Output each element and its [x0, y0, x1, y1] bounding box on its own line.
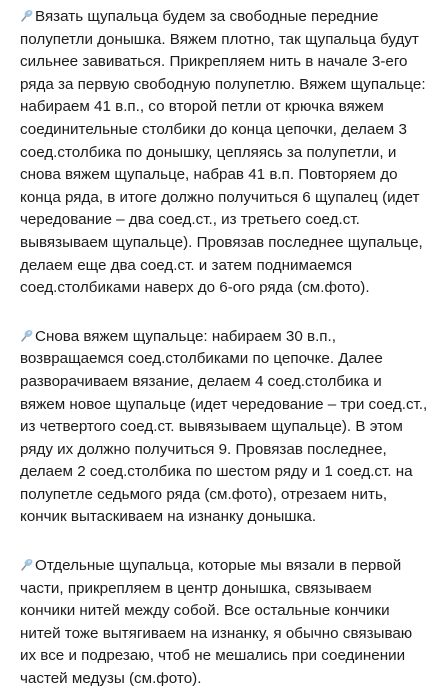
pushpin-icon — [20, 8, 34, 22]
paragraph-2-text: Снова вяжем щупальце: набираем 30 в.п., возвращаемся соед.столбиками по цепочке. Далее разворачиваем вязание, делаем 4 соед.столбика и вяжем новое щупальце (идет чередование – три соед.ст., из четвертого соед.ст. вывязываем щупальце). В этом ряду их должно получиться 9. Провязав последнее, делаем 2 соед.столбика по шестом ряду и 1 соед.ст. на полупетле седьмого ряда (см.фото), отрезаем нить, кончик вытаскиваем на изнанку донышка. — [20, 327, 428, 526]
pushpin-icon — [20, 557, 34, 571]
paragraph-3-text: Отдельные щупальца, которые мы вязали в первой части, прикрепляем в центр донышка, связываем кончики нитей между собой. Все остальные кончики нитей тоже вытягиваем на изнанку, я обычно связываю их все и подрезаю, чтоб не мешались при соединении частей медузы (см.фото). — [20, 557, 413, 688]
paragraph-2 — [20, 326, 428, 529]
paragraph-1 — [20, 6, 428, 300]
pushpin-icon — [20, 328, 34, 342]
paragraph-1-text: Вязать щупальца будем за свободные передние полупетли донышка. Вяжем плотно, так щупальца будут сильнее завиваться. Прикрепляем нить в начале 3-его ряда за первую свободную полупетлю. Вяжем щупальце: набираем 41 в.п., со второй петли от крючка вяжем соединительные столбики до конца цепочки, делаем 3 соед.столбика по донышку, цепляясь за полупетли, и снова вяжем щупальце, набрав 41 в.п. Повторяем до конца ряда, в итоге должно получиться 6 щупалец (идет чередование – два соед.ст., из третьего соед.ст. вывязываем щупальце). Провязав последнее щупальце, делаем еще два соед.ст. и затем поднимаемся соед.столбиками наверх до 6-ого ряда (см.фото). — [20, 8, 426, 297]
paragraph-3 — [20, 555, 428, 691]
